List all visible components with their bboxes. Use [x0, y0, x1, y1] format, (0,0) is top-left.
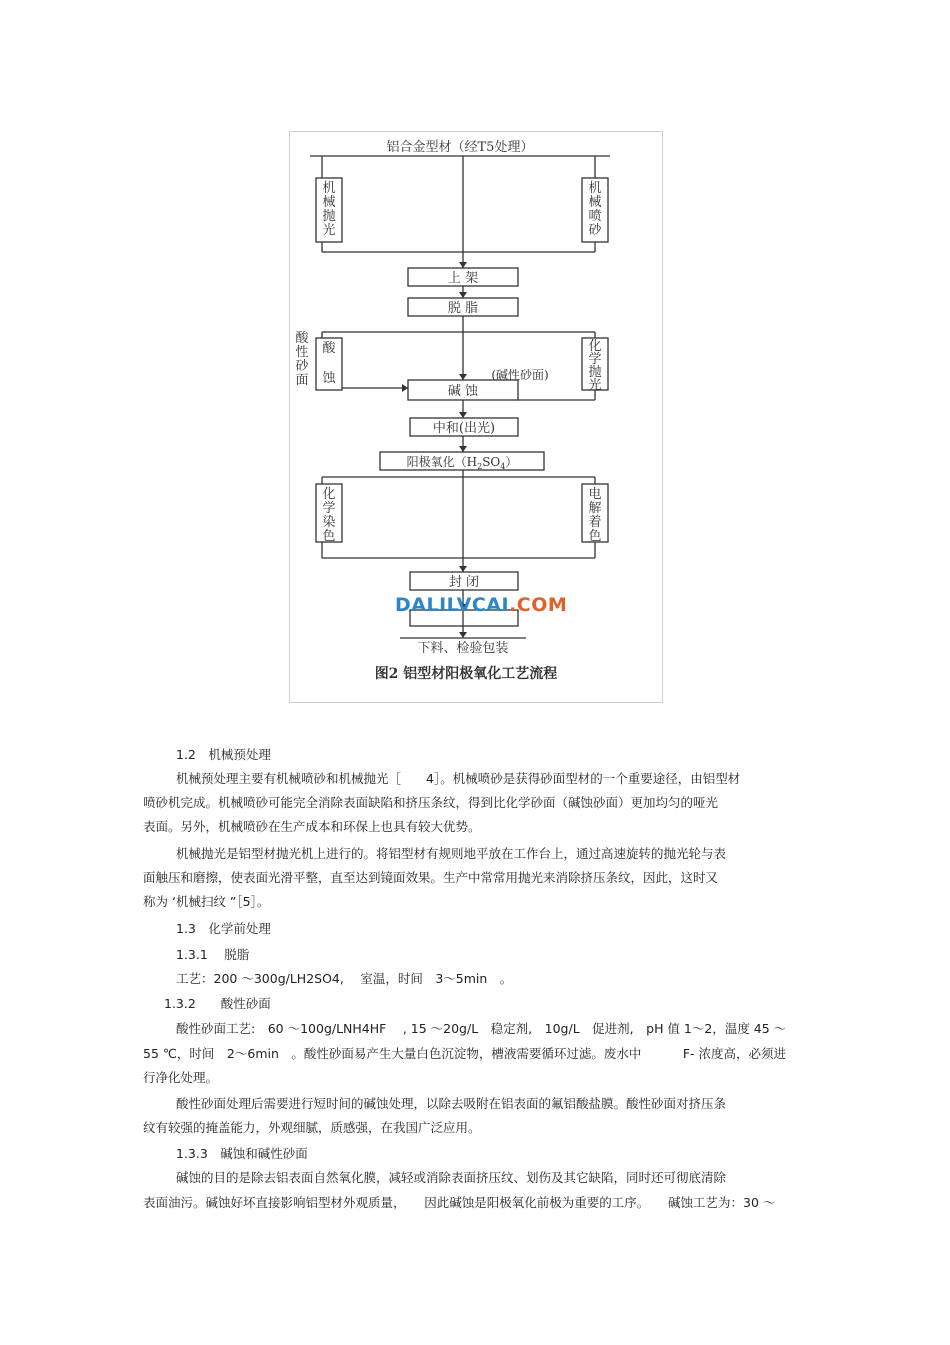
paragraph-line: 酸性砂面工艺: 60 ～100g/LNH4HF , 15 ～20g/L 稳定剂, 10g/L 促进剂, pH 值 1～2，温度 45 ～	[176, 1021, 787, 1036]
paragraph-line: 工艺：200 ～300g/LH2SO4, 室温，时间 3～5min 。	[176, 971, 513, 986]
step-shangjia: 上 架	[447, 271, 479, 286]
paragraph-line: 表面油污。碱蚀好坏直接影响铝型材外观质量， 因此碱蚀是阳极氧化前极为重要的工序。 碱蚀工艺为：30 ～	[143, 1195, 776, 1210]
right-color-label: 电解着色	[588, 487, 602, 544]
step-fengbi: 封 闭	[448, 575, 480, 590]
paragraph-line: 1.3 化学前处理	[176, 921, 271, 936]
paragraph-line: 机械预处理主要有机械喷砂和机械抛光［ 4］。机械喷砂是获得砂面型材的一个重要途径，由铝型材	[176, 771, 741, 786]
paragraph-line: 表面。另外，机械喷砂在生产成本和环保上也具有较大优势。	[143, 819, 481, 834]
step-zhonghe: 中和(出光)	[432, 421, 496, 436]
paragraph-line: 喷砂机完成。机械喷砂可能完全消除表面缺陷和挤压条纹，得到比化学砂面（碱蚀砂面）更加均匀的哑光	[143, 795, 719, 810]
right-mech-label: 机械喷砂	[588, 181, 602, 238]
step-jianshi: 碱 蚀	[447, 384, 479, 399]
left-color-label: 化学染色	[322, 487, 336, 544]
step-yangji: 阳极氧化$(H_2SO_4)$	[406, 455, 518, 471]
bottom-label: 下料、检验包装	[417, 641, 509, 656]
left-mech-label: 机械抛光	[322, 181, 336, 238]
top-label: 铝合金型材（经T5处理）	[386, 140, 534, 155]
paragraph-line: 机械抛光是铝型材抛光机上进行的。将铝型材有规则地平放在工作台上，通过高速旋转的抛光轮与表	[176, 846, 727, 861]
paragraph-line: 1.2 机械预处理	[176, 747, 271, 762]
figure-caption: 图2 铝型材阳极氧化工艺流程	[374, 666, 558, 682]
left-acid-label: 酸蚀	[322, 341, 336, 386]
alkali-note: (碱性砂面)	[491, 368, 549, 382]
step-tuozhi: 脱 脂	[447, 301, 479, 316]
paragraph-line: 酸性砂面处理后需要进行短时间的碱蚀处理，以除去吸附在铝表面的氟铝酸盐膜。酸性砂面对挤压条	[176, 1096, 727, 1111]
paragraph-line: 行净化处理。	[143, 1070, 219, 1085]
paragraph-line: 面触压和磨擦，使表面光滑平整，直至达到镜面效果。生产中常常用抛光来消除挤压条纹，因此，这时又	[143, 870, 719, 885]
paragraph-line: 碱蚀的目的是除去铝表面自然氧化膜，减轻或消除表面挤压纹、划伤及其它缺陷，同时还可彻底清除	[176, 1170, 727, 1185]
paragraph-line: 55 ℃，时间 2～6min 。酸性砂面易产生大量白色沉淀物，槽液需要循环过滤。废水中 F- 浓度高，必须进	[143, 1046, 787, 1061]
watermark-logo: DALILVCAI.COM	[395, 594, 568, 616]
right-chem-label: 化学抛光	[588, 339, 602, 393]
paragraph-line: 称为 ‘机械扫纹 ”［5］。	[143, 894, 270, 909]
flowchart-svg	[290, 132, 662, 702]
paragraph-line: 纹有较强的掩盖能力，外观细腻，质感强，在我国广泛应用。	[143, 1120, 481, 1135]
process-flow-figure	[289, 131, 663, 703]
paragraph-line: 1.3.1 脱脂	[176, 947, 250, 962]
paragraph-line: 1.3.2 酸性砂面	[164, 996, 271, 1011]
left-acid-side-label: 酸性砂面	[295, 331, 309, 388]
paragraph-line: 1.3.3 碱蚀和碱性砂面	[176, 1146, 308, 1161]
